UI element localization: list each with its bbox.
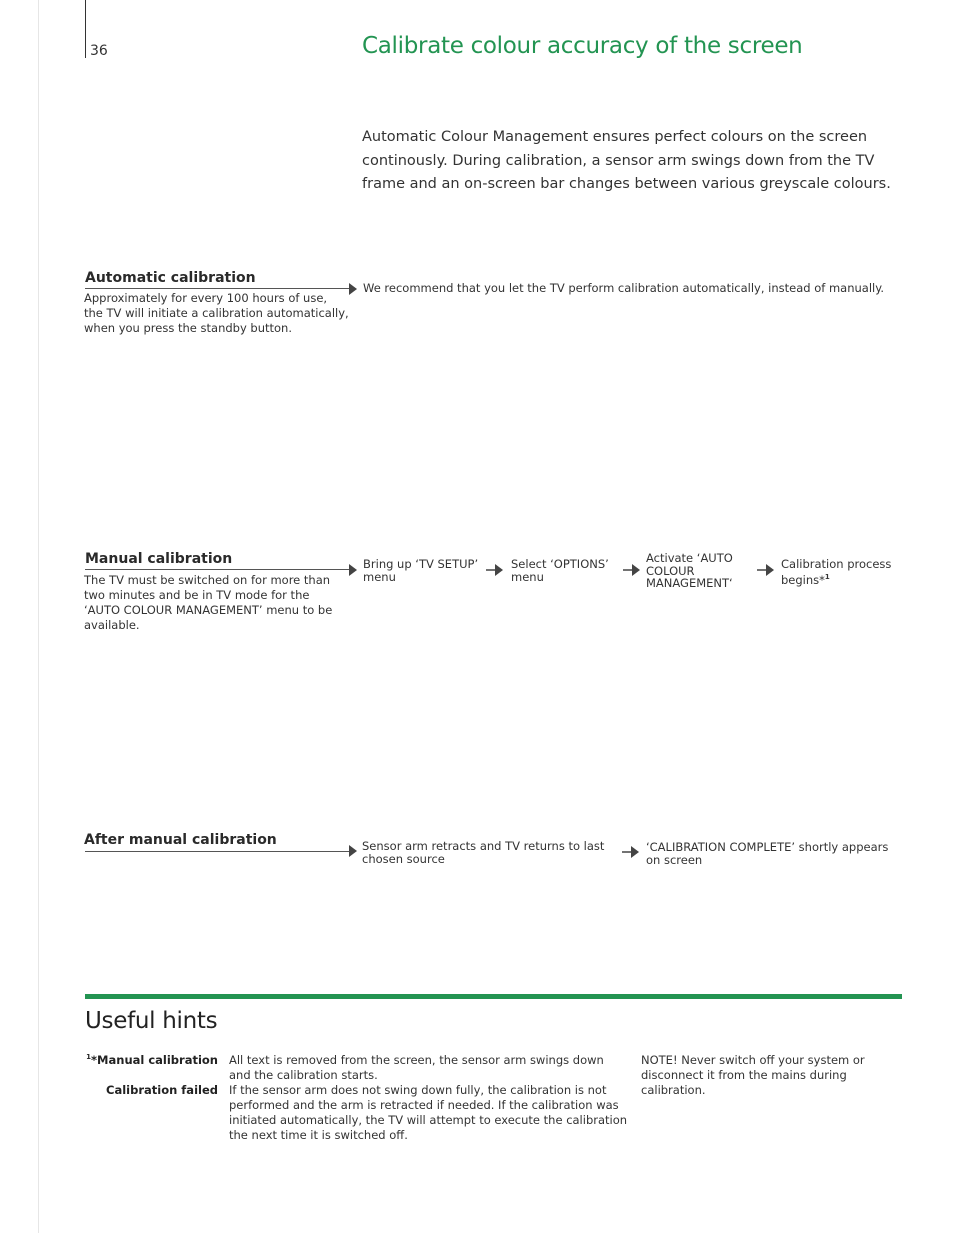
automatic-calibration-recommendation: We recommend that you let the TV perform calibration automatically, instead of manually. [363,281,885,295]
manual-calibration-description: The TV must be switched on for more than two minutes and be in TV mode for the ‘AUTO COLOUR MANAGEMENT’ menu to be available. [84,573,333,632]
arrow-right-icon [622,846,639,858]
automatic-calibration-rule [85,288,350,289]
arrow-right-icon [486,564,503,576]
hint-text-calibration-failed: If the sensor arm does not swing down fully, the calibration is not performed and the arm is retracted if needed. If the calibration was initiated automatically, the TV will attempt to execute the calibration the next time it is switched off. [229,1083,628,1142]
page-margin-line [38,0,39,1233]
hints-title: Useful hints [85,1008,218,1034]
footnote-marker: 1 [824,572,830,581]
manual-step-process-begins-text: Calibration process begins* [781,557,892,587]
hint-label-calibration-failed: Calibration failed [106,1083,218,1097]
hint-label-manual-calibration-text: *Manual calibration [91,1053,218,1067]
manual-step-process-begins [781,558,901,586]
hint-label-manual-calibration [86,1053,218,1067]
manual-step-activate-acm: Activate ‘AUTO COLOUR MANAGEMENT‘ [646,551,733,590]
hints-divider-bar [85,994,902,999]
arrow-right-icon [349,283,357,295]
manual-step-options: Select ‘OPTIONS’ menu [511,557,609,584]
manual-step-tv-setup: Bring up ‘TV SETUP’ menu [363,557,479,584]
after-step-calibration-complete: ‘CALIBRATION COMPLETE’ shortly appears on screen [646,840,889,867]
intro-paragraph: Automatic Colour Management ensures perfect colours on the screen continously. During calibration, a sensor arm swings down from the TV frame and an on-screen bar changes between various greyscale colours. [362,129,891,192]
page-number: 36 [90,43,108,59]
arrow-right-icon [349,564,357,576]
after-calibration-rule [85,851,350,852]
hint-superscript: 1 [86,1053,92,1062]
after-step-arm-retracts: Sensor arm retracts and TV returns to last chosen source [362,839,605,866]
manual-calibration-heading: Manual calibration [85,551,233,567]
arrow-right-icon [757,564,774,576]
manual-calibration-rule [85,569,350,570]
page-number-rule [85,0,86,58]
arrow-right-icon [349,845,357,857]
automatic-calibration-description: Approximately for every 100 hours of use, the TV will initiate a calibration automatically, when you press the standby button. [84,291,349,335]
page-title: Calibrate colour accuracy of the screen [362,33,803,59]
hint-text-manual-calibration: All text is removed from the screen, the sensor arm swings down and the calibration starts. [229,1053,604,1082]
hint-note: NOTE! Never switch off your system or disconnect it from the mains during calibration. [641,1053,865,1097]
arrow-right-icon [623,564,640,576]
after-calibration-heading: After manual calibration [84,832,277,848]
automatic-calibration-heading: Automatic calibration [85,270,256,286]
